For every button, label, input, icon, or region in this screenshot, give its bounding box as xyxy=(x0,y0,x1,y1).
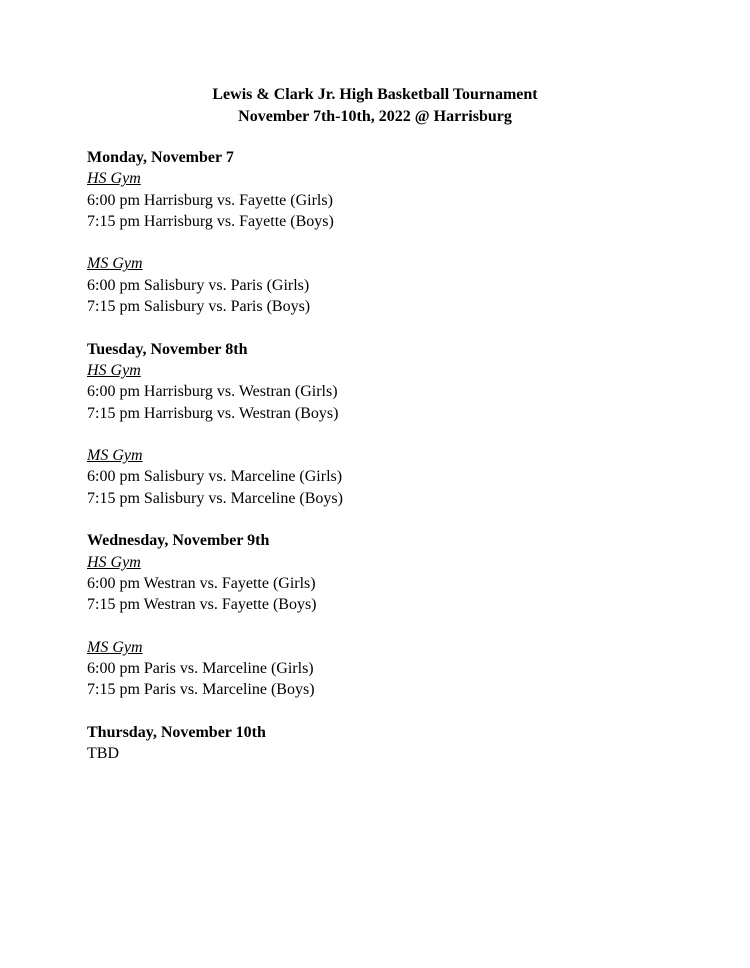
gym-label-ms: MS Gym xyxy=(87,255,143,273)
spacer xyxy=(87,232,687,253)
spacer xyxy=(87,616,687,637)
tournament-title: Lewis & Clark Jr. High Basketball Tournament xyxy=(212,86,538,103)
game-line: 7:15 pm Westran vs. Fayette (Boys) xyxy=(87,596,317,614)
day-heading: Wednesday, November 9th xyxy=(87,532,270,550)
game-line: 6:00 pm Salisbury vs. Marceline (Girls) xyxy=(87,468,343,486)
gym-label-hs: HS Gym xyxy=(87,553,141,571)
spacer xyxy=(87,317,687,338)
gym-label-hs: HS Gym xyxy=(87,361,141,379)
game-line: 6:00 pm Harrisburg vs. Fayette (Girls) xyxy=(87,191,333,209)
gym-label-ms: MS Gym xyxy=(87,638,143,656)
day-block-monday xyxy=(87,147,687,317)
gym-label-ms: MS Gym xyxy=(87,447,143,465)
day-heading: Tuesday, November 8th xyxy=(87,340,248,358)
schedule xyxy=(87,147,687,765)
spacer xyxy=(87,509,687,530)
game-line: 7:15 pm Paris vs. Marceline (Boys) xyxy=(87,681,315,699)
gym-label-hs: HS Gym xyxy=(87,170,141,188)
spacer xyxy=(87,424,687,445)
tournament-dates-location: November 7th-10th, 2022 @ Harrisburg xyxy=(238,107,512,125)
game-line: 6:00 pm Salisbury vs. Paris (Girls) xyxy=(87,276,310,294)
tbd-note: TBD xyxy=(87,745,119,763)
day-block-wednesday xyxy=(87,530,687,700)
game-line: 7:15 pm Harrisburg vs. Westran (Boys) xyxy=(87,404,339,422)
game-line: 7:15 pm Harrisburg vs. Fayette (Boys) xyxy=(87,212,334,230)
game-line: 7:15 pm Salisbury vs. Marceline (Boys) xyxy=(87,489,343,507)
day-block-thursday xyxy=(87,722,687,765)
day-heading: Thursday, November 10th xyxy=(87,724,266,742)
game-line: 6:00 pm Paris vs. Marceline (Girls) xyxy=(87,660,314,678)
day-block-tuesday xyxy=(87,339,687,509)
day-heading: Monday, November 7 xyxy=(87,149,234,166)
game-line: 7:15 pm Salisbury vs. Paris (Boys) xyxy=(87,298,311,316)
document-header xyxy=(0,84,750,127)
game-line: 6:00 pm Westran vs. Fayette (Girls) xyxy=(87,574,316,592)
spacer xyxy=(87,701,687,722)
game-line: 6:00 pm Harrisburg vs. Westran (Girls) xyxy=(87,383,338,401)
